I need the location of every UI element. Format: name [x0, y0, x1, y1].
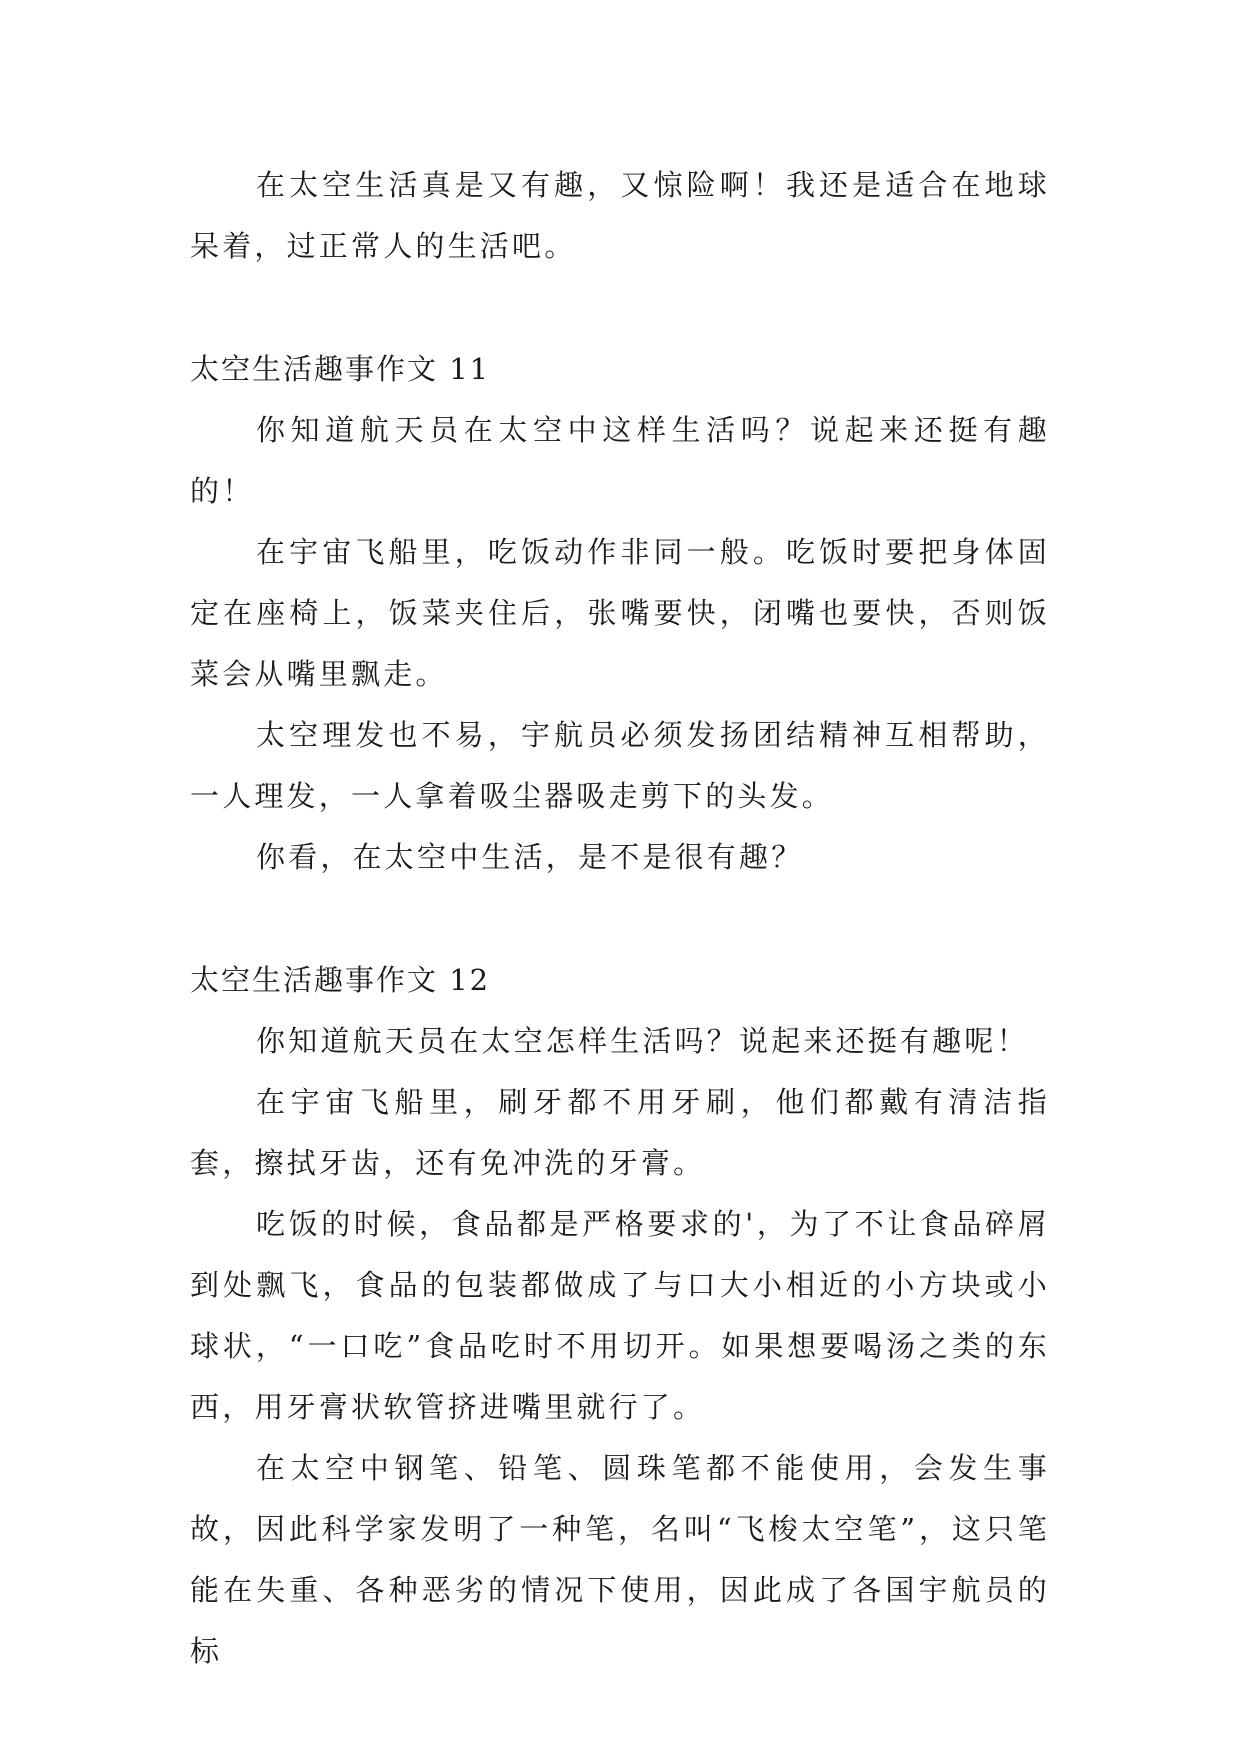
section-heading: 太空生活趣事作文 11	[190, 352, 491, 386]
paragraph: 在宇宙飞船里，吃饭动作非同一般。吃饭时要把身体固定在座椅上，饭菜夹住后，张嘴要快，闭嘴也要快，否则饭菜会从嘴里飘走。	[190, 535, 1050, 691]
paragraph: 你看，在太空中生活，是不是很有趣？	[256, 840, 804, 874]
paragraph: 太空理发也不易，宇航员必须发扬团结精神互相帮助，一人理发，一人拿着吸尘器吸走剪下的头发。	[190, 718, 1050, 813]
paragraph: 在太空中钢笔、铅笔、圆珠笔都不能使用，会发生事故，因此科学家发明了一种笔，名叫“飞梭太空笔”，这只笔能在失重、各种恶劣的情况下使用，因此成了各国宇航员的标	[190, 1451, 1050, 1668]
section-gap	[190, 277, 1050, 339]
paragraph: 在宇宙飞船里，刷牙都不用牙刷，他们都戴有清洁指套，擦拭牙齿，还有免冲洗的牙膏。	[190, 1085, 1050, 1180]
section-gap	[190, 888, 1050, 950]
paragraph: 你知道航天员在太空怎样生活吗？说起来还挺有趣呢！	[256, 1024, 1029, 1058]
paragraph: 在太空生活真是又有趣，又惊险啊！我还是适合在地球呆着，过正常人的生活吧。	[190, 168, 1050, 263]
paragraph: 吃饭的时候，食品都是严格要求的'，为了不让食品碎屑到处飘飞，食品的包装都做成了与口大小相近的小方块或小球状，“一口吃”食品吃时不用切开。如果想要喝汤之类的东西，用牙膏状软管挤进嘴里就行了。	[190, 1207, 1050, 1424]
paragraph: 你知道航天员在太空中这样生活吗？说起来还挺有趣的！	[190, 413, 1050, 508]
document-body	[190, 155, 1050, 1682]
section-heading: 太空生活趣事作文 12	[190, 963, 491, 997]
